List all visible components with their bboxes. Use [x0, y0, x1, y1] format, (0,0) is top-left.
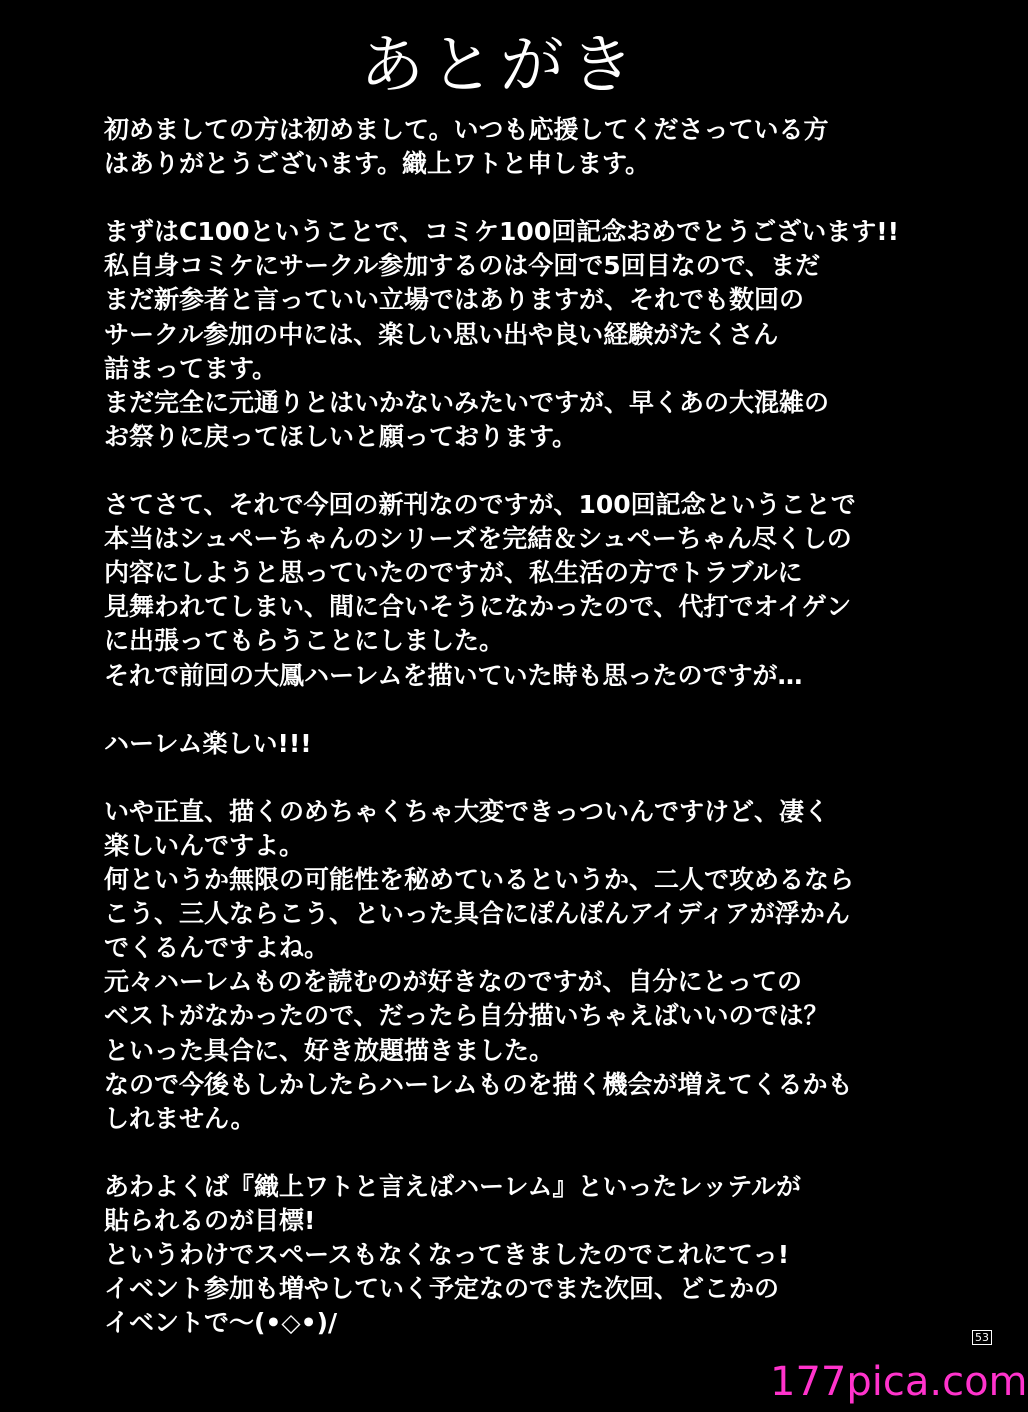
text-line: といった具合に、好き放題描きました。 — [104, 1035, 555, 1065]
text-line: イベント参加も増やしていく予定なのでまた次回、どこかの — [104, 1274, 780, 1304]
text-line: 見舞われてしまい、間に合いそうになかったので、代打でオイゲン — [104, 592, 852, 622]
paragraph-spacer — [104, 181, 904, 215]
text-line: 内容にしようと思っていたのですが、私生活の方でトラブルに — [104, 558, 803, 588]
paragraph-spacer — [104, 1136, 904, 1170]
text-line: 何というか無限の可能性を秘めているというか、二人で攻めるなら — [104, 865, 855, 895]
text-line: ベストがなかったので、だったら自分描いちゃえばいいのでは？ — [104, 1001, 829, 1031]
text-line: イベントで〜(•◇•)/ — [104, 1308, 338, 1338]
text-line: さてさて、それで今回の新刊なのですが、100回記念ということで — [104, 490, 856, 520]
text-line: 元々ハーレムものを読むのが好きなのですが、自分にとっての — [104, 967, 803, 997]
text-line: しれません。 — [104, 1103, 256, 1133]
paragraph-spacer — [104, 761, 904, 795]
text-line: いや正直、描くのめちゃくちゃ大変できっついんですけど、凄く — [104, 796, 830, 826]
page-number: 53 — [972, 1330, 992, 1345]
text-line: 初めましての方は初めまして。いつも応援してくださっている方 — [104, 115, 829, 144]
text-line: に出張ってもらうことにしました。 — [104, 626, 505, 656]
text-line: なので今後もしかしたらハーレムものを描く機会が増えてくるかも — [104, 1069, 853, 1099]
text-line: 私自身コミケにサークル参加するのは今回で5回目なので、まだ — [104, 251, 821, 281]
watermark: 177pica.com — [770, 1359, 1028, 1405]
text-line: ハーレム楽しい!!! — [104, 728, 312, 758]
text-line: それで前回の大鳳ハーレムを描いていた時も思ったのですが… — [104, 660, 803, 690]
text-line: サークル参加の中には、楽しい思い出や良い経験がたくさん — [104, 319, 779, 349]
text-line: まだ新参者と言っていい立場ではありますが、それでも数回の — [104, 285, 805, 315]
page-title: あとがき — [360, 29, 640, 103]
text-line: というわけでスペースもなくなってきましたのでこれにてっ! — [104, 1240, 790, 1270]
text-line: 楽しいんですよ。 — [104, 830, 305, 860]
text-line: まだ完全に元通りとはいかないみたいですが、早くあの大混雑の — [104, 387, 830, 417]
text-line: 本当はシュペーちゃんのシリーズを完結＆シュペーちゃん尽くしの — [104, 524, 852, 554]
text-line: はありがとうございます。織上ワトと申します。 — [104, 149, 651, 179]
text-line: お祭りに戻ってほしいと願っております。 — [104, 421, 578, 451]
paragraph-spacer — [104, 693, 904, 727]
text-line: でくるんですよね。 — [104, 933, 330, 963]
paragraph-spacer — [104, 454, 904, 488]
text-line: 貼られるのが目標! — [104, 1206, 316, 1235]
text-line: こう、三人ならこう、といった具合にぽんぽんアイディアが浮かん — [104, 899, 850, 929]
text-line: 詰まってます。 — [104, 353, 278, 383]
text-line: あわよくば『織上ワトと言えばハーレム』といったレッテルが — [104, 1171, 802, 1201]
text-line: まずはC100ということで、コミケ100回記念おめでとうございます!! — [104, 217, 900, 247]
afterword-body — [104, 113, 904, 1340]
